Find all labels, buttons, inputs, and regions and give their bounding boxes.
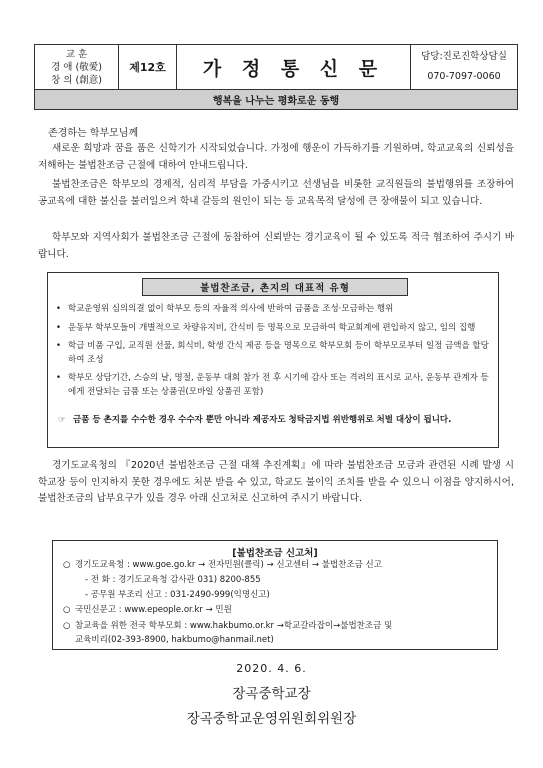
principal-signature: 장곡중학교장 [232,686,311,702]
committee-chair-signature: 장곡중학교운영위원회위원장 [186,711,357,727]
warning-text: 금품 등 촌지를 수수한 경우 수수자 뿐만 아니라 제공자도 청탁금지법 위반행위로 처벌 대상이 됩니다. [73,415,452,425]
bullet-icon: • [56,373,62,384]
issue-number: 제12호 [119,45,177,89]
types-list [56,303,490,405]
report-line-phone: - 전 화 : 경기도교육청 감사관 031) 8200-855 [85,575,261,585]
report-contacts-box [52,540,498,650]
types-box-title: 불법찬조금, 촌지의 대표적 유형 [142,278,408,296]
circle-icon: ○ [63,560,71,570]
motto-line-1: 경 애 (敬愛) [51,61,102,73]
issue-date: 2020. 4. 6. [236,662,307,675]
bullet-icon: • [56,304,62,314]
report-line-goe: ○ 경기도교육청 : www.goe.go.kr → 전자민원(클릭) → 신고센터 → 불법찬조금 신고 [63,560,382,570]
report-line-anonymous: - 공무원 부조리 신고 : 031-2490-999(익명신고) [85,590,270,600]
explanation-paragraph: 불법찬조금은 학부모의 경제적, 심리적 부담을 가중시키고 선생님을 비롯한 교직원들의 불법행위를 조장하여 공교육에 대한 불신을 불러일으켜 학내 갈등의 원인이 되는 등 교육목적 달성에 큰 장애물이 되고 있습니다. [38,179,514,207]
list-item: • 학교운영위 심의의결 없이 학부모 등의 자율적 의사에 반하여 금품을 조성·모금하는 행위 [56,303,490,317]
report-line-epeople: ○ 국민신문고 : www.epeople.or.kr → 민원 [63,605,232,615]
list-item: • 학부모 상담기간, 스승의 날, 명절, 운동부 대회 참가 전 후 시기에 감사 또는 격려의 표시로 교사, 운동부 관계자 등에게 전달되는 금품 또는 상품권(모바일 상품권 포함) [56,373,489,397]
slogan-bar: 행복을 나누는 평화로운 동행 [34,90,518,110]
report-line-hakbumo-contact: 교육비리(02-393-8900, hakbumo@hanmail.net) [75,635,274,645]
request-paragraph: 학부모와 지역사회가 불법찬조금 근절에 동참하여 신뢰받는 경기교육이 될 수 있도록 적극 협조하여 주시기 바랍니다. [38,232,514,260]
bullet-icon: • [56,341,62,352]
reporting-paragraph: 경기도교육청의 『2020년 불법찬조금 근절 대책 추진계획』에 따라 불법찬조금 모금과 관련된 시례 발생 시 학교장 등이 인지하지 못한 경우에도 처분 받을 수 있고, 학교도 불이익 조치를 받을 수 있으니 이점을 양지하시어, 불법찬조금의 납부요구가 있을 경우 아래 신고처로 신고하여 주시기 바랍니다. [38,460,514,505]
contact-info [411,45,517,89]
newsletter-title: 가 정 통 신 문 [177,45,411,89]
list-item: • 학급 비품 구입, 교직원 선물, 회식비, 학생 간식 제공 등을 명목으로 학부모회 등이 학부모로부터 일정 금액을 할당하여 조성 [56,341,489,365]
motto-label: 교 훈 [65,48,88,60]
contact-person: 담당:진로진학상담실 [421,51,507,62]
report-line-hakbumo: ○ 참교육을 위한 전국 학부모회 : www.hakbumo.or.kr →학교갈라잡이→불법찬조금 및 [63,621,393,631]
greeting: 존경하는 학부모님께 [48,128,139,139]
report-box-title: [불법찬조금 신고처] [232,548,318,559]
intro-paragraph: 새로운 희망과 꿈을 품은 신학기가 시작되었습니다. 가정에 행운이 가득하기를 기원하며, 학교교육의 신뢰성을 저해하는 불법찬조금 근절에 대하여 안내드립니다. [38,143,514,171]
pointing-hand-icon: ☞ [58,415,66,425]
school-motto [35,45,119,89]
newsletter-header [34,44,518,90]
warning-note [58,414,490,428]
motto-line-2: 창 의 (創意) [51,74,102,86]
circle-icon: ○ [63,621,71,631]
circle-icon: ○ [63,605,71,615]
illegal-donation-types-box [47,272,499,448]
bullet-icon: • [56,322,62,333]
list-item: • 운동부 학부모들이 개별적으로 차량유지비, 간식비 등 명목으로 모금하여 학교회계에 편입하지 않고, 임의 집행 [56,322,490,336]
contact-phone: 070-7097-0060 [427,71,501,82]
